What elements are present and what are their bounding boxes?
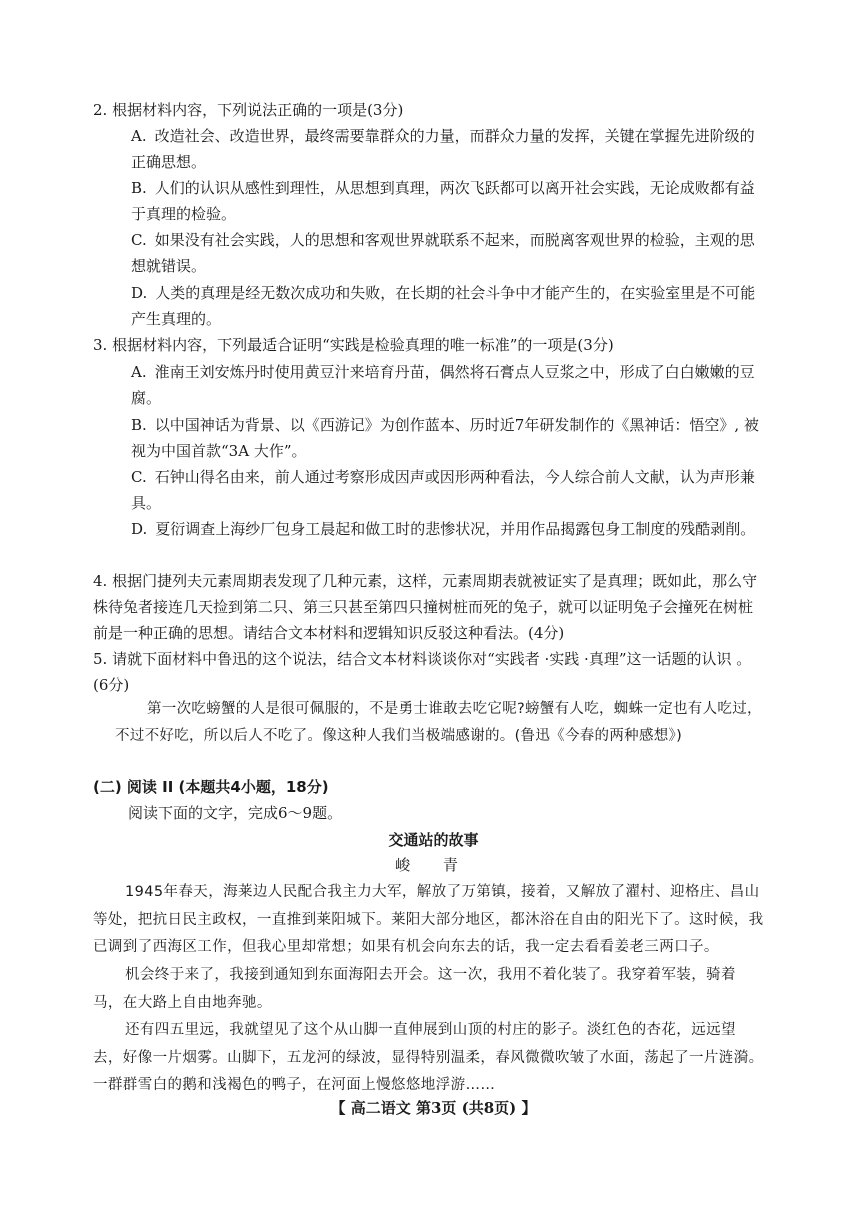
option-text: 如果没有社会实践，人的思想和客观世界就联系不起来，而脱离客观世界的检验，主观的思想就错误。 [131, 231, 755, 275]
question-3-option-c [131, 464, 761, 516]
option-text: 人们的认识从感性到理性，从思想到真理，两次飞跃都可以离开社会实践，无论成败都有益于真理的检验。 [131, 179, 755, 223]
question-4: 4. 根据门捷列夫元素周期表发现了几种元素，这样，元素周期表就被证实了是真理；既如此，那么守株待兔者接连几天捡到第二只、第三只甚至第四只撞树桩而死的兔子，就可以证明兔子会撞死在树桩前是一种正确的思想。请结合文本材料和逻辑知识反驳这种看法。(4分) [93, 572, 758, 642]
story-author: 峻 青 [395, 856, 472, 874]
question-2-option-b [131, 175, 761, 227]
page-footer: 【 高二语文 第3页 (共8页) 】 [330, 1099, 537, 1117]
option-label: C. [131, 468, 147, 486]
question-2-option-d [131, 280, 761, 332]
question-2-option-a [131, 123, 761, 175]
story-paragraph: 1945年春天，海莱边人民配合我主力大军，解放了万第镇，接着，又解放了濯村、迎格庄、昌山等处，把抗日民主政权，一直推到莱阳城下。莱阳大部分地区，都沐浴在自由的阳光下了。这时候，我已调到了西海区工作，但我心里却常想；如果有机会向东去的话，我一定去看看姜老三两口子。 [93, 884, 764, 955]
option-text: 夏衍调查上海纱厂包身工晨起和做工时的悲惨状况，并用作品揭露包身工制度的残酷剥削。 [155, 520, 756, 538]
option-label: C. [131, 231, 147, 249]
section-2-heading: (二) 阅读 II (本题共4小题，18分) [93, 778, 329, 796]
lu-xun-quote: 第一次吃螃蟹的人是很可佩服的，不是勇士谁敢去吃它呢?螃蟹有人吃，蜘蛛一定也有人吃过，不过不好吃，所以后人不吃了。像这种人我们当极端感谢的。(鲁迅《今春的两种感想》) [115, 701, 762, 744]
option-text: 石钟山得名由来，前人通过考察形成因声或因形两种看法，今人综合前人文献，认为声形兼具。 [131, 468, 755, 512]
question-2-stem: 2. 根据材料内容，下列说法正确的一项是(3分) [93, 101, 404, 119]
question-3-stem: 3. 根据材料内容，下列最适合证明“实践是检验真理的唯一标准”的一项是(3分) [93, 336, 614, 354]
option-text: 以中国神话为背景、以《西游记》为创作蓝本、历时近7年研发制作的《黑神话：悟空》, 被视为中国首款“3A 大作”。 [131, 416, 759, 460]
option-text: 淮南王刘安炼丹时使用黄豆汁来培育丹苗，偶然将石膏点人豆浆之中，形成了白白嫩嫩的豆腐。 [131, 363, 755, 407]
story-paragraph: 机会终于来了，我接到通知到东面海阳去开会。这一次，我用不着化装了。我穿着军装，骑着马，在大路上自由地奔驰。 [93, 967, 736, 1011]
option-label: B. [131, 179, 147, 197]
option-label: D. [131, 284, 148, 302]
question-3-option-a [131, 359, 761, 411]
option-label: D. [131, 520, 148, 538]
question-3-option-d [131, 516, 761, 542]
story-paragraph: 还有四五里远，我就望见了这个从山脚一直伸展到山顶的村庄的影子。淡红色的杏花，远远望去，好像一片烟雾。山脚下，五龙河的绿波，显得特别温柔，春风微微吹皱了水面，荡起了一片涟漪。一群群雪白的鹅和浅褐色的鸭子，在河面上慢悠悠地浮游…… [93, 1022, 764, 1093]
option-label: A. [131, 363, 147, 381]
option-label: B. [131, 416, 147, 434]
question-5-stem: 5. 请就下面材料中鲁迅的这个说法，结合文本材料谈谈你对“实践者 ·实践 ·真理”这一话题的认识 。(6分) [93, 650, 752, 694]
option-label: A. [131, 127, 147, 145]
question-2-option-c [131, 227, 761, 279]
option-text: 人类的真理是经无数次成功和失败，在长期的社会斗争中才能产生的，在实验室里是不可能产生真理的。 [131, 284, 756, 328]
question-3-option-b [131, 412, 761, 464]
option-text: 改造社会、改造世界，最终需要靠群众的力量，而群众力量的发挥，关键在掌握先进阶级的正确思想。 [131, 127, 755, 171]
story-title: 交通站的故事 [388, 831, 479, 849]
section-2-instruction: 阅读下面的文字，完成6～9题。 [128, 804, 343, 822]
